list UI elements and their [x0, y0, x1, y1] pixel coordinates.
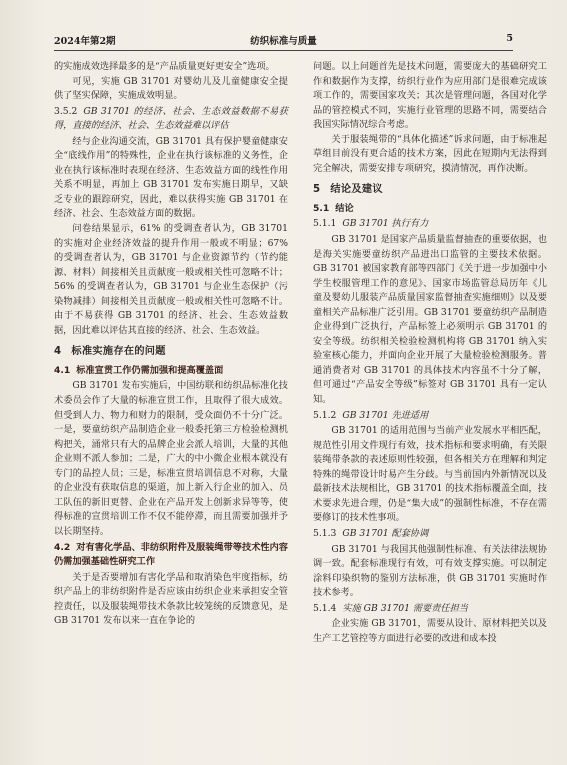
paragraph: 问题。以上问题首先是技术问题，需要庞大的基础研究工作和数据作为支撑，纺织行业作为应用部门是很难完成该项工作的，需要国家攻关；其次是管理问题，各国对化学品的管控模式不同，实施行业管理的思路不同，需要结合我国实际情况综合考虑。: [313, 61, 547, 131]
section-title: GB 31701 先进适用: [342, 409, 429, 421]
paragraph: 可见，实施 GB 31701 对婴幼儿及儿童健康安全提供了坚实保障，实施成效明显。: [54, 75, 288, 102]
section-number: 4.2: [54, 541, 71, 553]
page-number: 5: [506, 33, 513, 44]
section-heading-4-2: [54, 541, 288, 570]
section-number: 5.1.4: [313, 602, 337, 614]
section-title: 标准实施存在的问题: [71, 346, 166, 358]
section-number: 5.1.2: [313, 409, 337, 421]
paragraph: 关于是否要增加有害化学品和取消染色牢度指标，纺织产品上的非纺织附件是否应该由纺织企业来承担安全管控责任，以及服装绳带技术条款比较笼统的反馈意见，是 GB 31701 发布以来一直在争论的: [54, 571, 288, 627]
section-heading-5-1-2: [313, 409, 547, 424]
section-heading-5-1-3: [313, 527, 547, 542]
section-number: 3.5.2: [54, 105, 78, 117]
section-title: GB 31701 的经济、社会、生态效益数据不易获得，直接的经济、社会、生态效益难以评估: [54, 105, 288, 132]
section-heading-5-1-1: [313, 217, 547, 232]
paragraph: GB 31701 发布实施后，中国纺联和纺织品标准化技术委员会作了大量的标准宣贯工作，且取得了很大成效。但受到人力、物力和财力的限制，受众面仍不十分广泛。一是，要童纺织产品制造企业一般委托第三方检验检测机构把关，涌常只有大的品牌企业会派人培训，大量的其他企业则不派人参加；二是，广大的中小微企业根本就没有专门的品控人员；三是，标准宣贯培训信息不对称，大量的企业没有获取信息的渠道，加上新入行企业的加入、员工队伍的新旧更替、企业在产品开发上创新求异等等，使得标准的宣贯培训工作不仅不能停滞，而且需要加强并予以长期坚持。: [54, 380, 288, 537]
section-number: 5.1: [313, 202, 330, 214]
section-title: 标准宣贯工作仍需加强和提高覆盖面: [76, 364, 224, 376]
section-number: 4: [54, 346, 62, 358]
left-column: [54, 60, 288, 629]
section-title: GB 31701 配套协调: [342, 527, 429, 539]
paragraph: GB 31701 与我国其他强制性标准、有关法律法规协调一致。配套标准现行有效，可有效支撑实施。可以制定涂料印染织物的鉴别方法标准，供 GB 31701 实施时作技术参考。: [313, 543, 547, 599]
section-title: GB 31701 执行有力: [342, 218, 429, 230]
header-rule: [54, 50, 513, 51]
section-number: 5: [313, 184, 321, 196]
paragraph: 经与企业沟通交流，GB 31701 具有保护婴童健康安全“底线作用”的特殊性，企业在执行该标准的义务性，企业在执行该标准时表现在经济、生态效益方面的线性作用关系不明显，再加上 GB 31701 发布实施日期早，又缺乏专业的跟踪研究，因此，难以获得实施 GB 31701 在经济、社会、生态效益方面的数据。: [54, 135, 288, 220]
section-number: 5.1.1: [313, 218, 337, 230]
paragraph: GB 31701 的适用范围与当前产业发展水平相匹配，规范性引用文件现行有效，技术指标和要求明确，有关限装绳带条款的表述原则性较强，但各相关方在理解和判定特殊的绳带设计时易产生分歧。与当前国内外新情况以及最新技术法规相比，GB 31701 的技术指标覆盖全面，技术要求先进合理，仍是“集大成”的强制性标准，不存在需要修订的技术性事项。: [313, 425, 547, 524]
section-title: 结论: [335, 202, 354, 214]
paragraph: 的实施成效选择最多的是“产品质量更好更安全”选项。: [54, 61, 275, 72]
section-title: 结论及建议: [330, 184, 383, 196]
section-heading-4: [54, 345, 288, 360]
right-column: [313, 60, 547, 646]
journal-title: 纺织标准与质量: [250, 36, 317, 47]
section-title: 实施 GB 31701 需要责任担当: [342, 602, 468, 614]
paragraph: 问卷结果显示，61% 的受调查者认为，GB 31701 的实施对企业经济效益的提升作用一般或不明显；67% 的受调查者认为，GB 31701 与企业资源节约（节约能源、材料）间接相关且贡献度一般或相关性可忽略不计；56% 的受调查者认为，GB 31701 与企业生态保护（污染物减排）间接相关且贡献度一般或相关性可忽略不计。由于不易获得 GB 31701 的经济、社会、生态效益数据，因此难以评估其直接的经济、社会、生态效益。: [54, 223, 288, 336]
paragraph: 关于服装绳带的“具体化描述”诉求问题，由于标准起草组目前没有更合适的技术方案，因此在短期内无法得到完全解决，需要安排专项研究，摸清情况，再作决断。: [313, 133, 547, 174]
section-number: 5.1.3: [313, 527, 337, 539]
section-heading-5: [313, 183, 547, 198]
paragraph: 企业实施 GB 31701，需要从设计、原材料把关以及生产工艺管控等方面进行必要的改进和成本投: [313, 618, 547, 644]
section-heading-5-1: [313, 202, 547, 217]
section-number: 4.1: [54, 364, 71, 376]
paragraph: GB 31701 是国家产品质量监督抽查的重要依据，也是海关实施要童纺织产品进出口监管的主要技术依据。GB 31701 被国家教育部等四部门《关于进一步加强中小学生校服管理工作的意见》、国家市场监管总局历年《儿童及婴幼儿服装产品质量国家监督抽查实施细则》以及要童相关产品标准广泛引用。GB 31701 要童纺织产品制造企业得到广泛执行，产品标签上必须明示 GB 31701 的安全等级。纺织相关检验检测机构将 GB 31701 纳入实验室核心能力，并面向企业开展了大量检验检测服务。普通消费者对 GB 31701 的具体技术内容虽不十分了解，但可通过“产品安全等级”标签对 GB 31701 具有一定认知。: [313, 234, 547, 406]
section-title: 对有害化学品、非纺织附件及服装绳带等技术性内容仍需加强基础性研究工作: [54, 541, 288, 568]
section-heading-4-1: [54, 364, 288, 379]
section-heading-5-1-4: [313, 602, 547, 617]
section-heading-3-5-2: [54, 105, 288, 134]
running-header: [54, 33, 513, 47]
issue-label: 2024年第2期: [54, 36, 116, 47]
